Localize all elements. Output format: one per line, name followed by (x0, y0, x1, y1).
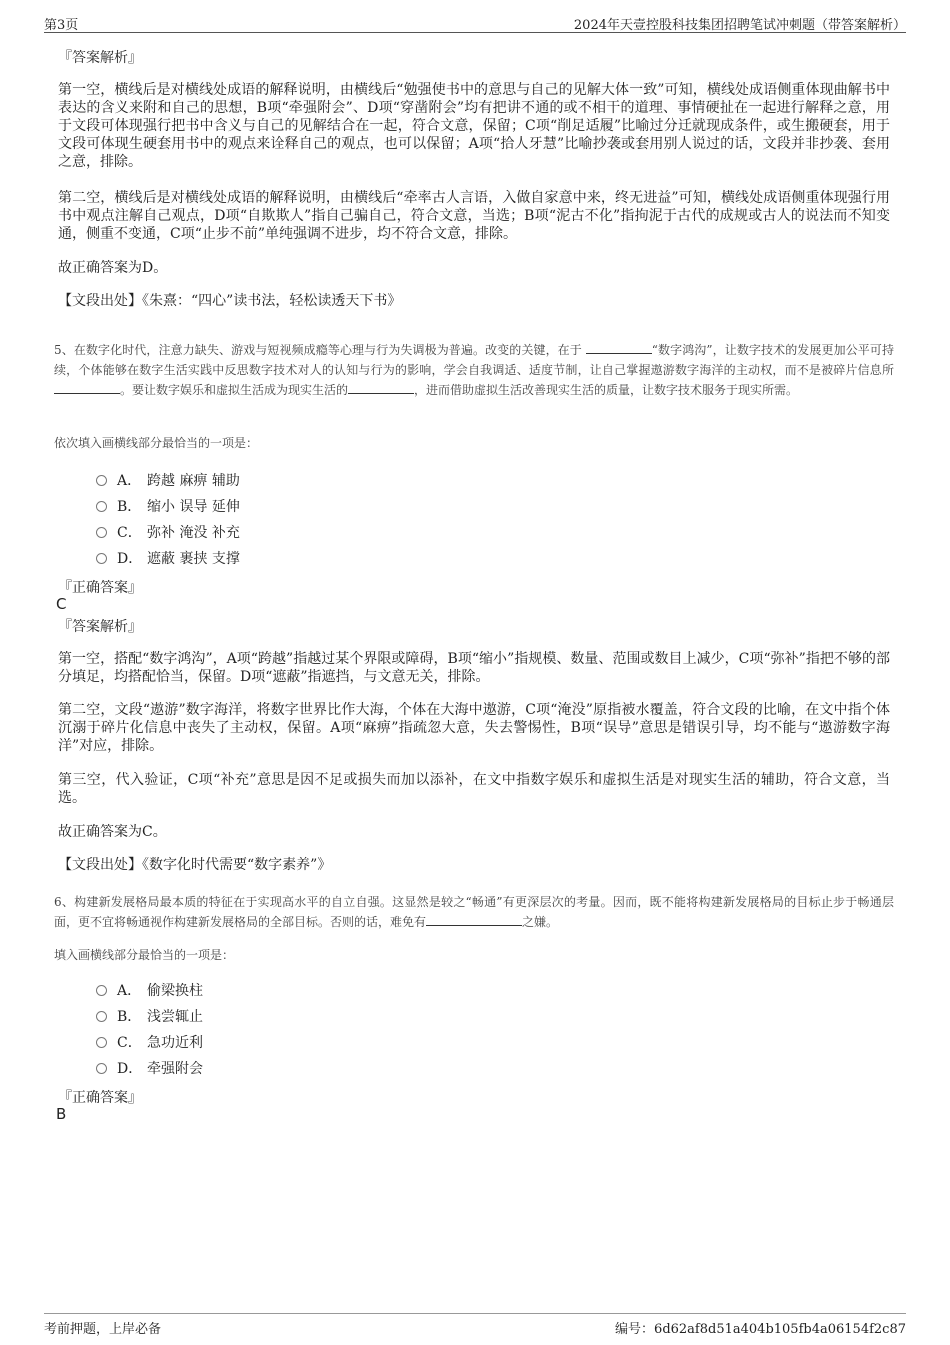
blank-1 (426, 913, 522, 926)
q5-analysis-tag: 『答案解析』 (58, 619, 142, 635)
q6-option-b[interactable]: B． 浅尝辄止 (96, 1006, 203, 1026)
footer-slogan: 考前押题，上岸必备 (44, 1322, 162, 1337)
q6-option-c[interactable]: C． 急功近利 (96, 1032, 203, 1052)
radio-icon[interactable] (96, 527, 107, 538)
q4-analysis-tag: 『答案解析』 (58, 50, 142, 66)
q5-analysis-p3: 第三空，代入验证，C项“补充”意思是因不足或损失而加以添补，在文中指数字娱乐和虚拟生活是对现实生活的辅助，符合文意，当选。 (58, 772, 890, 806)
blank-1 (586, 341, 652, 354)
radio-icon[interactable] (96, 475, 107, 486)
q5-option-c[interactable]: C． 弥补 淹没 补充 (96, 522, 240, 542)
q5-question: 5、在数字化时代，注意力缺失、游戏与短视频成瘾等心理与行为失调极为普遍。改变的关键，在于 “数字鸿沟”，让数字技术的发展更加公平可持续，个体能够在数字生活实践中反思数字技术对人的认知与行为的影响，学会自我调适、适度节制，让自己掌握遨游数字海洋的主动权，而不是被碎片信息所。要让数字娱乐和虚拟生活成为现实生活的 ，进而借助虚拟生活改善现实生活的质量，让数字技术服务于现实所需。 (54, 343, 894, 397)
radio-icon[interactable] (96, 1011, 107, 1022)
q6-option-a[interactable]: A． 偷梁换柱 (96, 980, 203, 1000)
radio-icon[interactable] (96, 501, 107, 512)
q5-option-d[interactable]: D． 遮蔽 裹挟 支撑 (96, 548, 240, 568)
q4-source: 【文段出处】《朱熹：“四心”读书法，轻松读透天下书》 (58, 293, 402, 309)
q6-answer: B (56, 1105, 67, 1123)
q4-conclusion: 故正确答案为D。 (58, 260, 168, 276)
q6-answer-tag: 『正确答案』 (58, 1090, 142, 1106)
q6-option-d[interactable]: D． 牵强附会 (96, 1058, 203, 1078)
blank-3 (348, 381, 414, 394)
q4-analysis-p1: 第一空，横线后是对横线处成语的解释说明，由横线后“勉强使书中的意思与自己的见解大体一致”可知，横线处成语侧重体现曲解书中表达的含义来附和自己的思想，B项“牵强附会”、D项“穿凿附会”均有把讲不通的或不相干的道理、事情硬扯在一起进行解释之意，用于文段可体现强行把书中含义与自己的见解结合在一起，符合文意，保留；C项“削足适履”比喻过分迁就现成条件，或生搬硬套，用于文段可体现生硬套用书中的观点来诠释自己的观点，也可以保留；A项“拾人牙慧”比喻抄袭或套用别人说过的话，文段并非抄袭、套用之意，排除。 (58, 82, 890, 170)
q5-conclusion: 故正确答案为C。 (58, 824, 167, 840)
q4-analysis-p2: 第二空，横线后是对横线处成语的解释说明，由横线后“牵率古人言语，入做自家意中来，终无进益”可知，横线处成语侧重体现强行用书中观点注解自己观点，D项“自欺欺人”指自己骗自己，符合文意，当选；B项“泥古不化”指拘泥于古代的成规或古人的说法而不知变通，侧重不变通，C项“止步不前”单纯强调不进步，均不符合文意，排除。 (58, 190, 890, 242)
page-header (44, 10, 906, 33)
radio-icon[interactable] (96, 553, 107, 564)
page-footer (44, 1313, 906, 1338)
q5-answer: C (56, 595, 67, 613)
page-number: 第3页 (44, 18, 79, 33)
document-title: 2024年天壹控股科技集团招聘笔试冲刺题（带答案解析） (573, 18, 906, 33)
q6-prompt: 填入画横线部分最恰当的一项是： (54, 948, 235, 962)
q6-question: 6、构建新发展格局最本质的特征在于实现高水平的自立自强。这显然是较之“畅通”有更深层次的考量。因而，既不能将构建新发展格局的目标止步于畅通层面，更不宜将畅通视作构建新发展格局的全部目标。否则的话，难免有 之嫌。 (54, 895, 894, 929)
q5-analysis-p1: 第一空，搭配“数字鸿沟”，A项“跨越”指越过某个界限或障碍，B项“缩小”指规模、数量、范围或数目上减少，C项“弥补”指把不够的部分填足，均搭配恰当，保留。D项“遮蔽”指遮挡，与文意无关，排除。 (58, 651, 890, 685)
q5-analysis-p2: 第二空，文段“遨游”数字海洋，将数字世界比作大海，个体在大海中遨游，C项“淹没”原指被水覆盖，符合文段的比喻，在文中指个体沉溺于碎片化信息中丧失了主动权，保留。A项“麻痹”指疏忽大意，失去警惕性，B项“误导”意思是错误引导，均不能与“遨游数字海洋”对应，排除。 (58, 702, 890, 754)
q5-answer-tag: 『正确答案』 (58, 580, 142, 596)
q5-option-b[interactable]: B． 缩小 误导 延伸 (96, 496, 240, 516)
q5-option-a[interactable]: A． 跨越 麻痹 辅助 (96, 470, 240, 490)
blank-2 (54, 381, 120, 394)
radio-icon[interactable] (96, 1063, 107, 1074)
radio-icon[interactable] (96, 1037, 107, 1048)
q5-source: 【文段出处】《数字化时代需要“数字素养”》 (58, 857, 332, 873)
radio-icon[interactable] (96, 985, 107, 996)
document-id: 编号：6d62af8d51a404b105fb4a06154f2c87 (615, 1322, 906, 1337)
q5-prompt: 依次填入画横线部分最恰当的一项是： (54, 436, 259, 450)
